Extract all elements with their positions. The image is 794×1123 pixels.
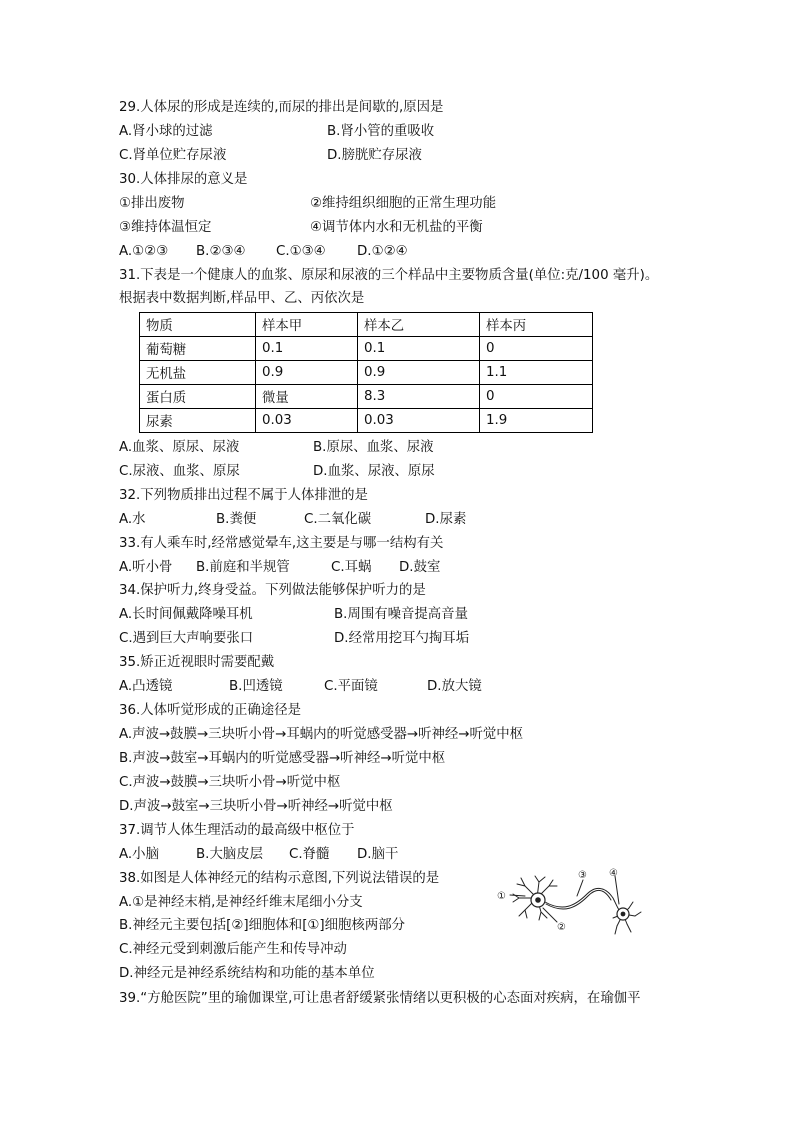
table-header-cell: 样本丙 — [480, 313, 593, 337]
q31-stem-line1: 31.下表是一个健康人的血浆、原尿和尿液的三个样品中主要物质含量(单位:克/100 毫升)。 — [119, 268, 659, 283]
q37-stem: 37.调节人体生理活动的最高级中枢位于 — [119, 823, 355, 838]
q38-stem: 38.如图是人体神经元的结构示意图,下列说法错误的是 — [119, 871, 440, 886]
table-cell: 微量 — [256, 385, 358, 409]
table-cell: 0 — [480, 385, 593, 409]
q31-stem-line2: 根据表中数据判断,样品甲、乙、丙依次是 — [119, 291, 365, 306]
table-cell: 无机盐 — [140, 361, 256, 385]
table-cell: 0.9 — [256, 361, 358, 385]
table-cell: 1.1 — [480, 361, 593, 385]
q32-option-c: C.二氧化碳 — [304, 512, 372, 527]
q36-option-b: B.声波→鼓室→耳蜗内的听觉感受器→听神经→听觉中枢 — [119, 751, 446, 766]
q35-option-c: C.平面镜 — [324, 679, 378, 694]
q31-data-table — [139, 312, 593, 433]
q29-option-a: A.肾小球的过滤 — [119, 124, 213, 139]
q37-option-b: B.大脑皮层 — [196, 847, 264, 862]
neuron-label-2: ② — [557, 922, 566, 933]
q38-option-c: C.神经元受到刺激后能产生和传导冲动 — [119, 942, 347, 957]
q29-stem: 29.人体尿的形成是连续的,而尿的排出是间歇的,原因是 — [119, 100, 444, 115]
table-header-cell: 样本乙 — [358, 313, 480, 337]
q30-item-3: ③维持体温恒定 — [119, 220, 212, 235]
q30-option-b: B.②③④ — [196, 244, 246, 259]
q35-option-b: B.凹透镜 — [229, 679, 283, 694]
q30-item-1: ①排出废物 — [119, 196, 185, 211]
q38-option-a: A.①是神经末梢,是神经纤维末尾细小分支 — [119, 895, 363, 910]
table-cell: 葡萄糖 — [140, 337, 256, 361]
neuron-label-3: ③ — [578, 870, 587, 881]
q32-option-b: B.粪便 — [216, 512, 257, 527]
q34-option-a: A.长时间佩戴降噪耳机 — [119, 607, 253, 622]
table-cell: 0.03 — [256, 409, 358, 433]
q33-option-a: A.听小骨 — [119, 560, 173, 575]
table-cell: 0.03 — [358, 409, 480, 433]
table-cell: 尿素 — [140, 409, 256, 433]
q34-stem: 34.保护听力,终身受益。下列做法能够保护听力的是 — [119, 583, 426, 598]
q30-option-d: D.①②④ — [357, 244, 408, 259]
q30-item-2: ②维持组织细胞的正常生理功能 — [310, 196, 497, 211]
q34-option-d: D.经常用挖耳勺掏耳垢 — [334, 631, 470, 646]
q38-option-b: B.神经元主要包括[②]细胞体和[①]细胞核两部分 — [119, 918, 405, 933]
q29-option-b: B.肾小管的重吸收 — [327, 124, 435, 139]
q37-option-a: A.小脑 — [119, 847, 159, 862]
q35-option-a: A.凸透镜 — [119, 679, 173, 694]
q30-item-4: ④调节体内水和无机盐的平衡 — [310, 220, 483, 235]
table-cell: 蛋白质 — [140, 385, 256, 409]
q35-option-d: D.放大镜 — [427, 679, 482, 694]
table-header-cell: 物质 — [140, 313, 256, 337]
table-header-cell: 样本甲 — [256, 313, 358, 337]
neuron-label-4: ④ — [609, 868, 618, 879]
q39-stem: 39.“方舱医院”里的瑜伽课堂,可让患者舒缓紧张情绪以更积极的心态面对疾病，在瑜伽平 — [119, 991, 641, 1006]
q36-option-a: A.声波→鼓膜→三块听小骨→耳蜗内的听觉感受器→听神经→听觉中枢 — [119, 727, 524, 742]
q34-option-c: C.遇到巨大声响要张口 — [119, 631, 254, 646]
q36-stem: 36.人体听觉形成的正确途径是 — [119, 703, 301, 718]
q34-option-b: B.周围有噪音提高音量 — [334, 607, 468, 622]
q29-option-c: C.肾单位贮存尿液 — [119, 148, 227, 163]
q32-option-a: A.水 — [119, 512, 146, 527]
q31-option-c: C.尿液、血浆、原尿 — [119, 464, 240, 479]
table-header-row — [140, 313, 593, 337]
table-cell: 8.3 — [358, 385, 480, 409]
table-cell: 0.1 — [358, 337, 480, 361]
q32-option-d: D.尿素 — [425, 512, 467, 527]
neuron-label-1: ① — [497, 891, 506, 902]
q30-option-a: A.①②③ — [119, 244, 169, 259]
q37-option-d: D.脑干 — [357, 847, 399, 862]
q38-option-d: D.神经元是神经系统结构和功能的基本单位 — [119, 966, 375, 981]
q29-option-d: D.膀胱贮存尿液 — [327, 148, 422, 163]
q30-stem: 30.人体排尿的意义是 — [119, 172, 248, 187]
q33-option-d: D.鼓室 — [399, 560, 441, 575]
q33-option-c: C.耳蜗 — [331, 560, 372, 575]
table-cell: 1.9 — [480, 409, 593, 433]
q35-stem: 35.矫正近视眼时需要配戴 — [119, 655, 275, 670]
table-row — [140, 385, 593, 409]
q30-option-c: C.①③④ — [276, 244, 326, 259]
q31-option-b: B.原尿、血浆、尿液 — [313, 440, 434, 455]
table-cell: 0 — [480, 337, 593, 361]
q31-option-d: D.血浆、尿液、原尿 — [313, 464, 435, 479]
q33-option-b: B.前庭和半规管 — [196, 560, 290, 575]
q33-stem: 33.有人乘车时,经常感觉晕车,这主要是与哪一结构有关 — [119, 536, 444, 551]
table-cell: 0.1 — [256, 337, 358, 361]
q37-option-c: C.脊髓 — [289, 847, 330, 862]
neuron-diagram — [495, 868, 645, 940]
table-row — [140, 337, 593, 361]
q36-option-d: D.声波→鼓室→三块听小骨→听神经→听觉中枢 — [119, 799, 393, 814]
table-cell: 0.9 — [358, 361, 480, 385]
table-row — [140, 361, 593, 385]
q32-stem: 32.下列物质排出过程不属于人体排泄的是 — [119, 488, 368, 503]
table-row — [140, 409, 593, 433]
q31-option-a: A.血浆、原尿、尿液 — [119, 440, 240, 455]
q36-option-c: C.声波→鼓膜→三块听小骨→听觉中枢 — [119, 775, 341, 790]
